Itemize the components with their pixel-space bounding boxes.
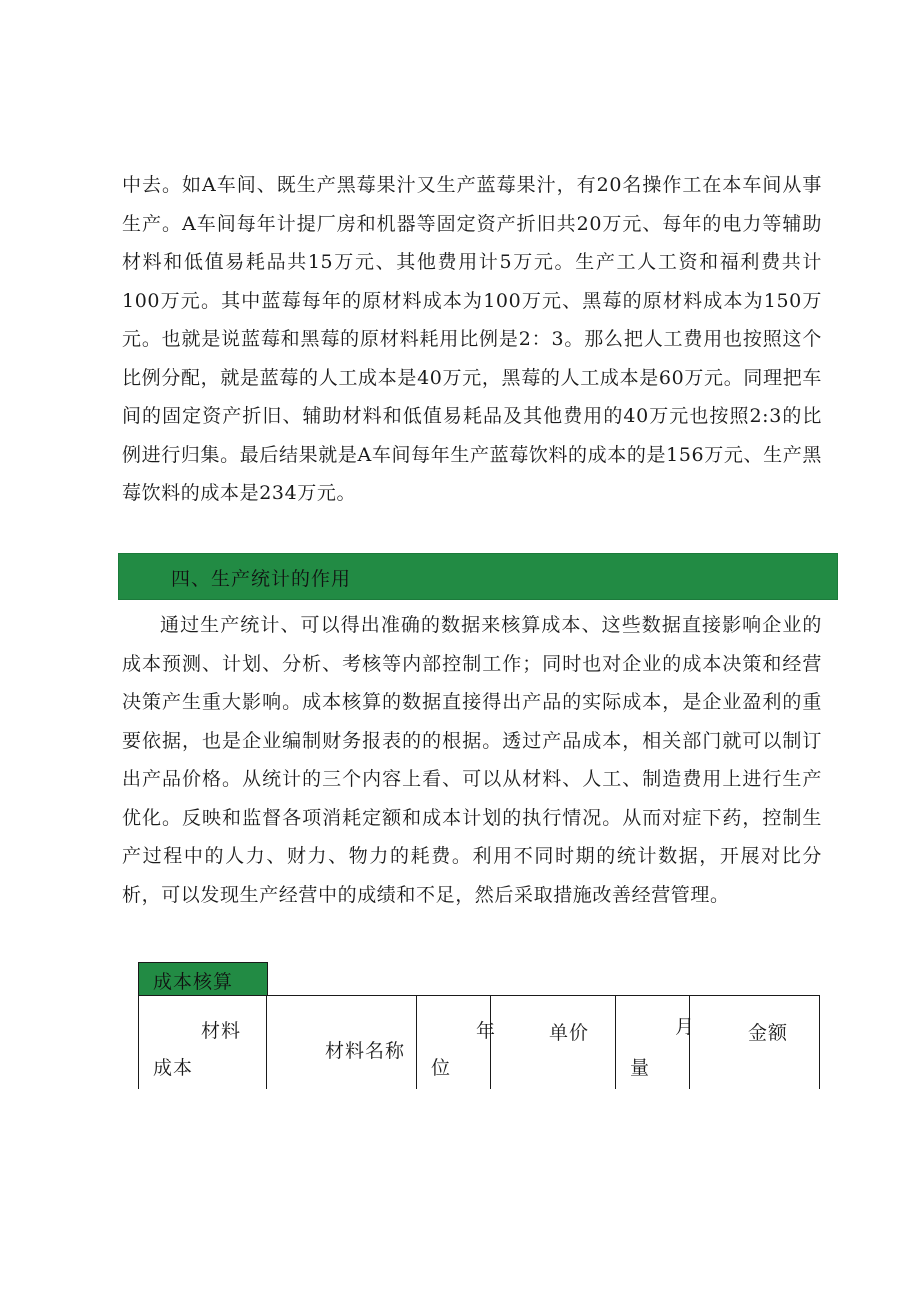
section-header-bar	[118, 553, 838, 600]
header-unit-price	[491, 996, 616, 1090]
header-quantity	[616, 996, 696, 1090]
header-unit-line1: 年	[476, 1020, 497, 1042]
header-material-cost-line2: 成本	[153, 1057, 194, 1079]
header-material-cost	[139, 996, 267, 1090]
header-material-name	[267, 996, 417, 1090]
header-material-name-text: 材料名称	[325, 1040, 406, 1062]
header-unit	[417, 996, 497, 1090]
header-amount	[690, 996, 820, 1090]
table-header-row	[139, 996, 820, 1090]
section-title: 四、生产统计的作用	[171, 568, 352, 590]
cost-table	[138, 995, 820, 1089]
table-label-text: 成本核算	[153, 971, 234, 993]
header-quantity-line1: 月	[675, 1016, 696, 1038]
header-unit-line2: 位	[431, 1057, 452, 1079]
body-paragraph-1: 中去。如A车间、既生产黑莓果汁又生产蓝莓果汁，有20名操作工在本车间从事生产。A车间每年计提厂房和机器等固定资产折旧共20万元、每年的电力等辅助材料和低值易耗品共15万元、其他费用计5万元。生产工人工资和福利费共计100万元。其中蓝莓每年的原材料成本为100万元、黑莓的原材料成本为150万元。也就是说蓝莓和黑莓的原材料耗用比例是2：3。那么把人工费用也按照这个比例分配，就是蓝莓的人工成本是40万元，黑莓的人工成本是60万元。同理把车间的固定资产折旧、辅助材料和低值易耗品及其他费用的40万元也按照2:3的比例进行归集。最后结果就是A车间每年生产蓝莓饮料的成本的是156万元、生产黑莓饮料的成本是234万元。	[122, 174, 822, 504]
header-quantity-line2: 量	[630, 1057, 651, 1079]
table-label	[138, 962, 268, 996]
header-amount-text: 金额	[748, 1022, 789, 1044]
header-unit-price-text: 单价	[549, 1022, 590, 1044]
header-material-cost-line1: 材料	[201, 1020, 242, 1042]
body-paragraph-2: 通过生产统计、可以得出准确的数据来核算成本、这些数据直接影响企业的成本预测、计划、分析、考核等内部控制工作；同时也对企业的成本决策和经营决策产生重大影响。成本核算的数据直接得出产品的实际成本，是企业盈利的重要依据，也是企业编制财务报表的的根据。透过产品成本，相关部门就可以制订出产品价格。从统计的三个内容上看、可以从材料、人工、制造费用上进行生产优化。反映和监督各项消耗定额和成本计划的执行情况。从而对症下药，控制生产过程中的人力、财力、物力的耗费。利用不同时期的统计数据，开展对比分析，可以发现生产经营中的成绩和不足，然后采取措施改善经营管理。	[122, 614, 822, 906]
